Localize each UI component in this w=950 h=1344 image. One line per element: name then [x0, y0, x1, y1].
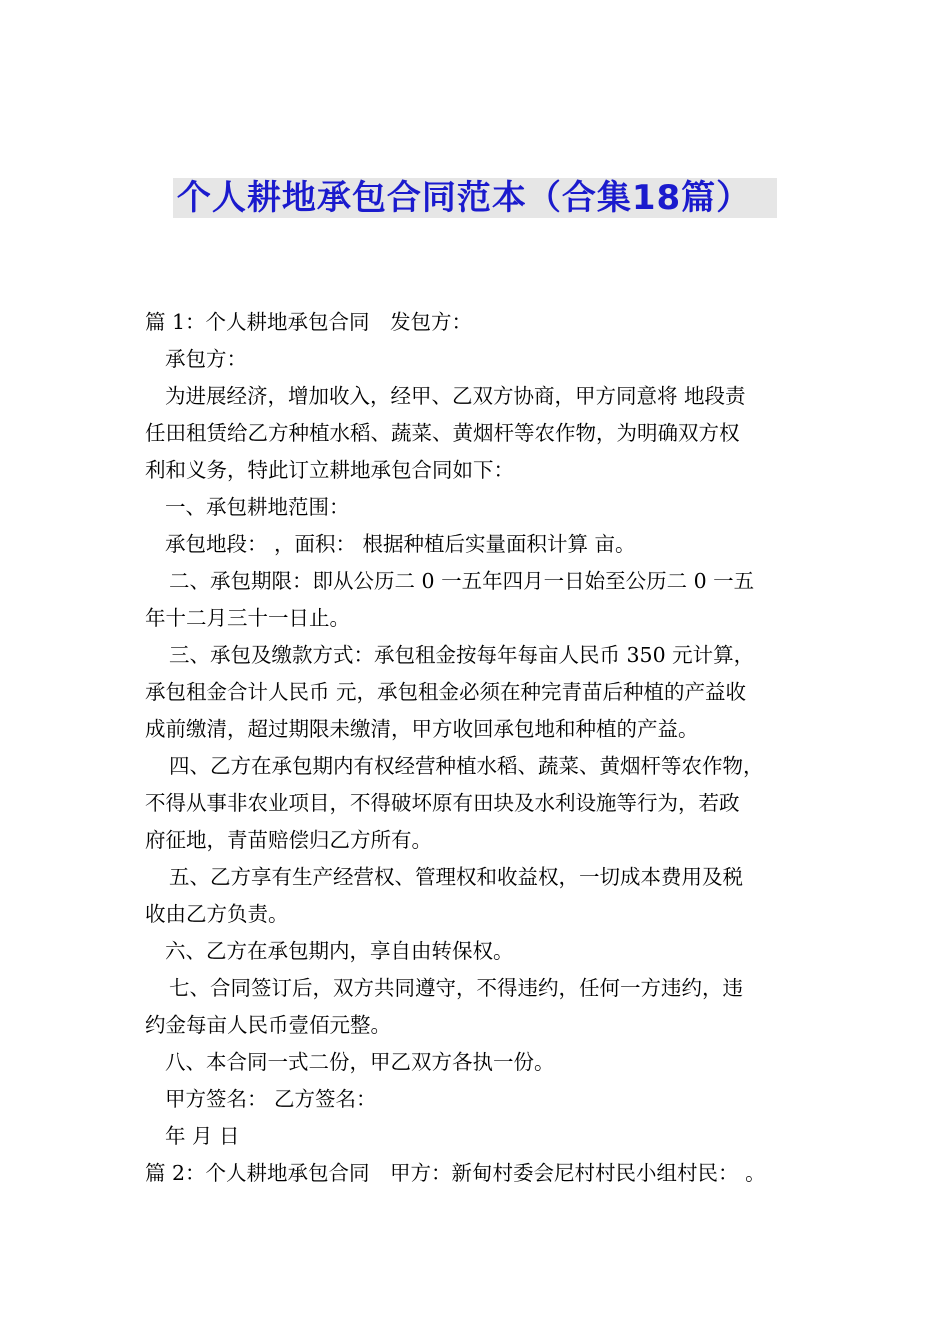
paragraph-line: 承包租金合计人民币 元，承包租金必须在种完青苗后种植的产益收: [145, 680, 747, 704]
paragraph-line: 收由乙方负责。: [145, 902, 289, 926]
paragraph-line: 五、乙方享有生产经营权、管理权和收益权，一切成本费用及税: [169, 865, 743, 889]
paragraph-line: 三、承包及缴款方式：承包租金按每年每亩人民币 350 元计算，: [169, 643, 755, 667]
paragraph-line: 八、本合同一式二份，甲乙双方各执一份。: [165, 1050, 555, 1074]
paragraph-line: 利和义务，特此订立耕地承包合同如下：: [145, 458, 514, 482]
paragraph-line: 篇 2：个人耕地承包合同 甲方：新甸村委会尼村村民小组村民： 。: [145, 1161, 766, 1185]
paragraph-line: 一、承包耕地范围：: [165, 495, 350, 519]
paragraph-line: 年 月 日: [165, 1124, 240, 1148]
paragraph-line: 承包方：: [165, 347, 247, 371]
paragraph-line: 府征地，青苗赔偿归乙方所有。: [145, 828, 432, 852]
paragraph-line: 二、承包期限：即从公历二 0 一五年四月一日始至公历二 0 一五: [169, 569, 755, 593]
paragraph-line: 成前缴清，超过期限未缴清，甲方收回承包地和种植的产益。: [145, 717, 699, 741]
paragraph-line: 四、乙方在承包期内有权经营种植水稻、蔬菜、黄烟杆等农作物，: [169, 754, 764, 778]
paragraph-line: 年十二月三十一日止。: [145, 606, 350, 630]
paragraph-line: 任田租赁给乙方种植水稻、蔬菜、黄烟杆等农作物，为明确双方权: [145, 421, 740, 445]
paragraph-line: 六、乙方在承包期内，享自由转保权。: [165, 939, 514, 963]
document-title: 个人耕地承包合同范本（合集18篇）: [173, 178, 777, 218]
paragraph-line: 篇 1：个人耕地承包合同 发包方：: [145, 310, 473, 334]
paragraph-line: 承包地段： ，面积： 根据种植后实量面积计算 亩。: [165, 532, 636, 556]
document-body: [145, 304, 813, 1192]
paragraph-line: 为进展经济，增加收入，经甲、乙双方协商，甲方同意将 地段责: [165, 384, 746, 408]
paragraph-line: 约金每亩人民币壹佰元整。: [145, 1013, 391, 1037]
title-wrap: [0, 178, 950, 218]
paragraph-line: 不得从事非农业项目，不得破坏原有田块及水利设施等行为，若政: [145, 791, 740, 815]
paragraph-line: 七、合同签订后，双方共同遵守，不得违约，任何一方违约，违: [169, 976, 743, 1000]
paragraph-line: 甲方签名： 乙方签名：: [165, 1087, 377, 1111]
